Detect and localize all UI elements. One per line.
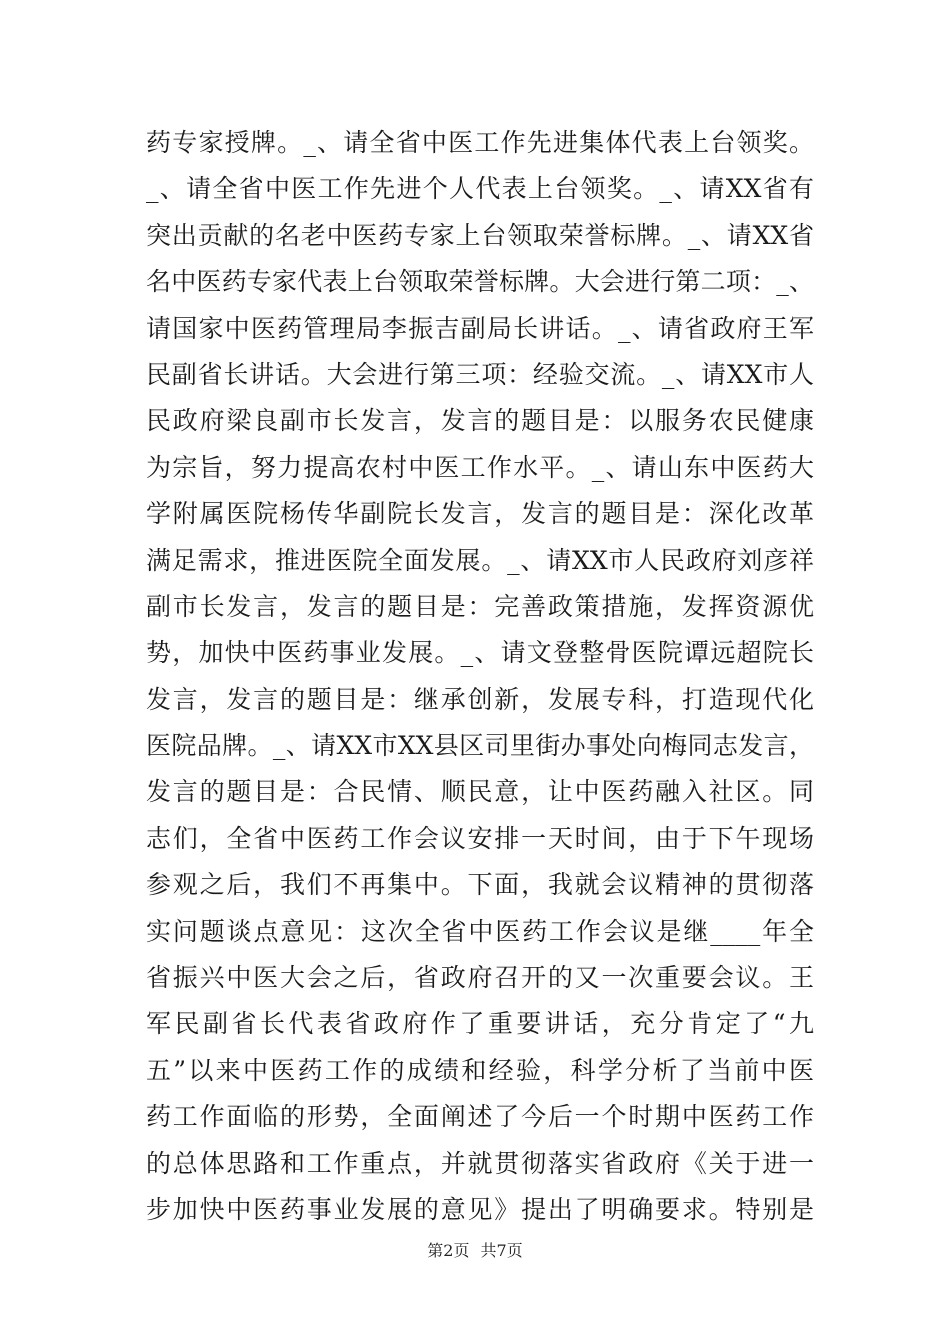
text-line: 势，加快中医药事业发展。_、请文登整骨医院谭远超院长 xyxy=(146,638,814,668)
text-line: _、请全省中医工作先进个人代表上台领奖。_、请XX省有 xyxy=(146,174,814,204)
text-line: 发言的题目是：合民情、顺民意，让中医药融入社区。同 xyxy=(146,777,814,807)
text-line: 请国家中医药管理局李振吉副局长讲话。_、请省政府王军 xyxy=(146,313,814,343)
text-line: 发言，发言的题目是：继承创新，发展专科，打造现代化 xyxy=(146,684,814,714)
text-line: 的总体思路和工作重点，并就贯彻落实省政府《关于进一 xyxy=(146,1148,814,1178)
text-line: 医院品牌。_、请XX市XX县区司里街办事处向梅同志发言， xyxy=(146,731,814,761)
text-line: 步加快中医药事业发展的意见》提出了明确要求。特别是 xyxy=(146,1194,814,1224)
page-number: 第2页 xyxy=(427,1241,470,1260)
text-line: 省振兴中医大会之后，省政府召开的又一次重要会议。王 xyxy=(146,963,814,993)
text-line: 副市长发言，发言的题目是：完善政策措施，发挥资源优 xyxy=(146,591,814,621)
text-line: 名中医药专家代表上台领取荣誉标牌。大会进行第二项：_、 xyxy=(146,267,814,297)
text-line: 民政府梁良副市长发言，发言的题目是：以服务农民健康 xyxy=(146,406,814,436)
page-total: 共7页 xyxy=(480,1241,523,1260)
text-line: 学附属医院杨传华副院长发言，发言的题目是：深化改革 xyxy=(146,499,814,529)
text-line: 实问题谈点意见：这次全省中医药工作会议是继____年全 xyxy=(146,916,814,946)
text-line: 药工作面临的形势，全面阐述了今后一个时期中医药工作 xyxy=(146,1102,814,1132)
text-line: 满足需求，推进医院全面发展。_、请XX市人民政府刘彦祥 xyxy=(146,545,814,575)
body-text xyxy=(146,120,814,1233)
text-line: 志们，全省中医药工作会议安排一天时间，由于下午现场 xyxy=(146,823,814,853)
text-line: 突出贡献的名老中医药专家上台领取荣誉标牌。_、请XX省 xyxy=(146,220,814,250)
text-line: 为宗旨，努力提高农村中医工作水平。_、请山东中医药大 xyxy=(146,452,814,482)
text-line: 民副省长讲话。大会进行第三项：经验交流。_、请XX市人 xyxy=(146,359,814,389)
text-line: 五”以来中医药工作的成绩和经验，科学分析了当前中医 xyxy=(146,1055,814,1085)
text-line: 军民副省长代表省政府作了重要讲话，充分肯定了“九 xyxy=(146,1009,814,1039)
page-footer xyxy=(0,1240,950,1262)
text-line: 药专家授牌。_、请全省中医工作先进集体代表上台领奖。 xyxy=(146,128,814,157)
text-line: 参观之后，我们不再集中。下面，我就会议精神的贯彻落 xyxy=(146,870,814,900)
